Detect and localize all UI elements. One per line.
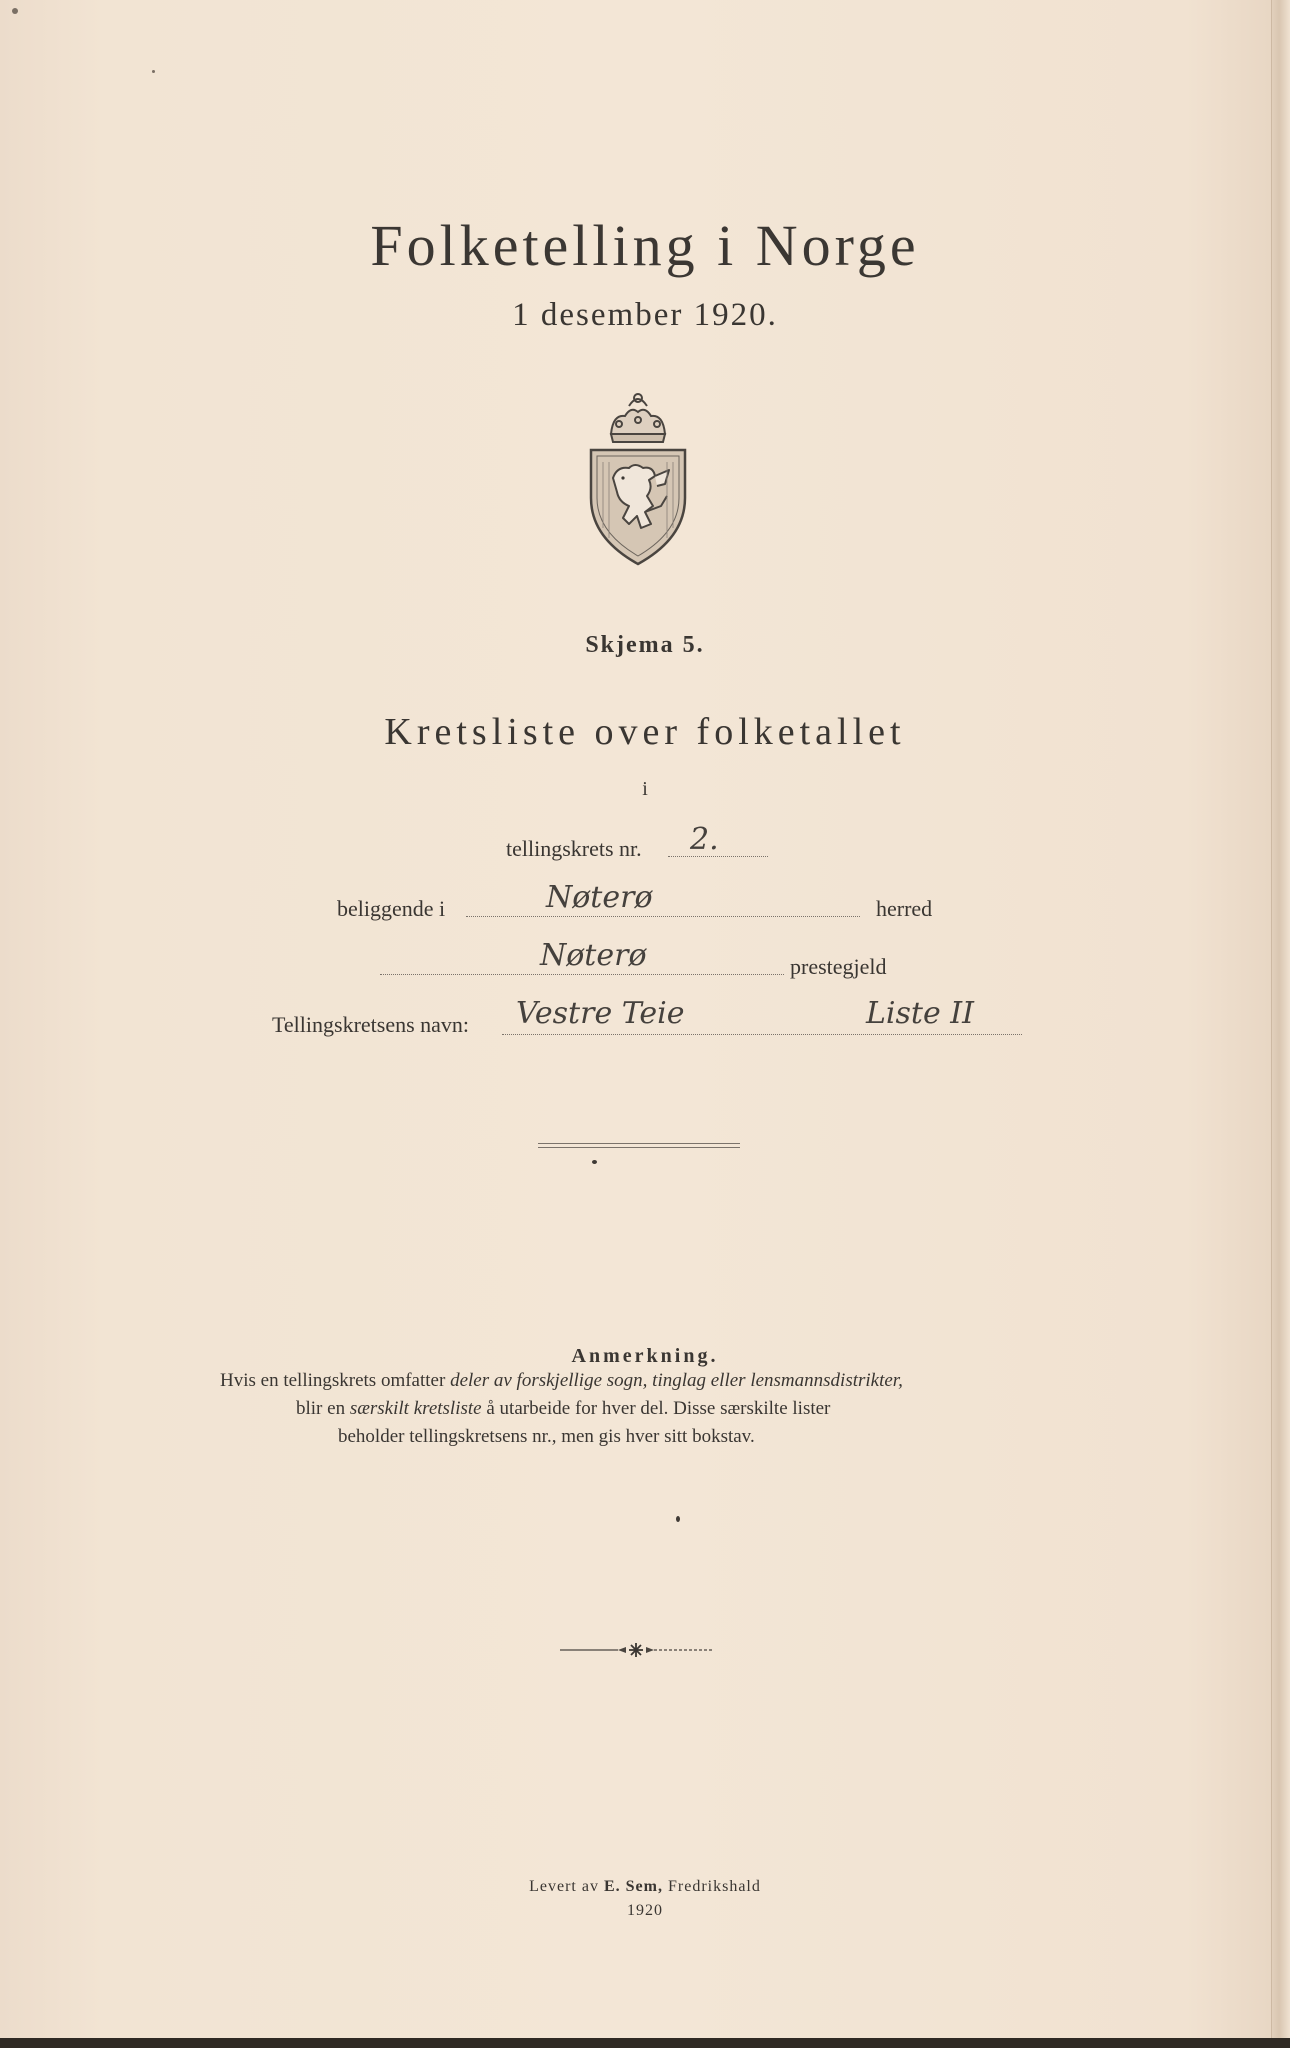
municipality-value: Nøterø (546, 880, 653, 915)
printer-year: 1920 (627, 1902, 663, 1919)
district-name-label: Tellingskretsens navn: (272, 1012, 470, 1037)
district-name-value-2: Liste II (866, 996, 974, 1031)
district-name-value: Vestre Teie (516, 996, 685, 1031)
remark-text: blir en (296, 1398, 350, 1419)
printer-place: Fredrikshald (662, 1878, 761, 1895)
remark-heading: Anmerkning. (571, 1345, 719, 1367)
municipality-label: beliggende i (337, 896, 446, 921)
parish-line (380, 974, 784, 975)
schema-number: Skjema 5. (585, 632, 705, 658)
parish-label: prestegjeld (790, 954, 887, 979)
printer-credit (0, 1878, 1290, 1896)
norwegian-coat-of-arms-icon (583, 388, 693, 568)
ink-speck (592, 1160, 597, 1164)
printer-text: Levert av (529, 1878, 604, 1895)
connector-word: i (642, 778, 648, 800)
remark-line-1 (220, 1370, 903, 1392)
star-divider-icon (558, 1640, 714, 1660)
section-divider (538, 1143, 740, 1148)
form-subtitle: Kretsliste over folketallet (384, 711, 906, 753)
paper-speck (12, 8, 18, 14)
district-number-label: tellingskrets nr. (506, 836, 642, 861)
page-title: Folketelling i Norge (370, 213, 920, 278)
remark-text: Hvis en tellingskrets omfatter (220, 1370, 451, 1391)
paper-speck (152, 70, 155, 73)
printer-name: E. Sem, (603, 1878, 663, 1895)
parish-value: Nøterø (540, 938, 647, 973)
census-date: 1 desember 1920. (512, 297, 778, 333)
municipality-suffix: herred (876, 896, 933, 921)
district-name-line (502, 1034, 1022, 1035)
remark-line-2 (296, 1398, 830, 1420)
remark-line-3: beholder tellingskretsens nr., men gis hver sitt bokstav. (338, 1426, 755, 1447)
remark-text: å utarbeide for hver del. Disse særskilte lister (481, 1398, 831, 1419)
remark-emphasis: deler av forskjellige sogn, tinglag eller lensmannsdistrikter, (450, 1370, 903, 1391)
district-number-value: 2. (690, 822, 719, 857)
municipality-line (466, 916, 860, 917)
scan-border (0, 2038, 1290, 2048)
remark-emphasis: særskilt kretsliste (349, 1398, 482, 1419)
ink-speck (676, 1516, 680, 1522)
